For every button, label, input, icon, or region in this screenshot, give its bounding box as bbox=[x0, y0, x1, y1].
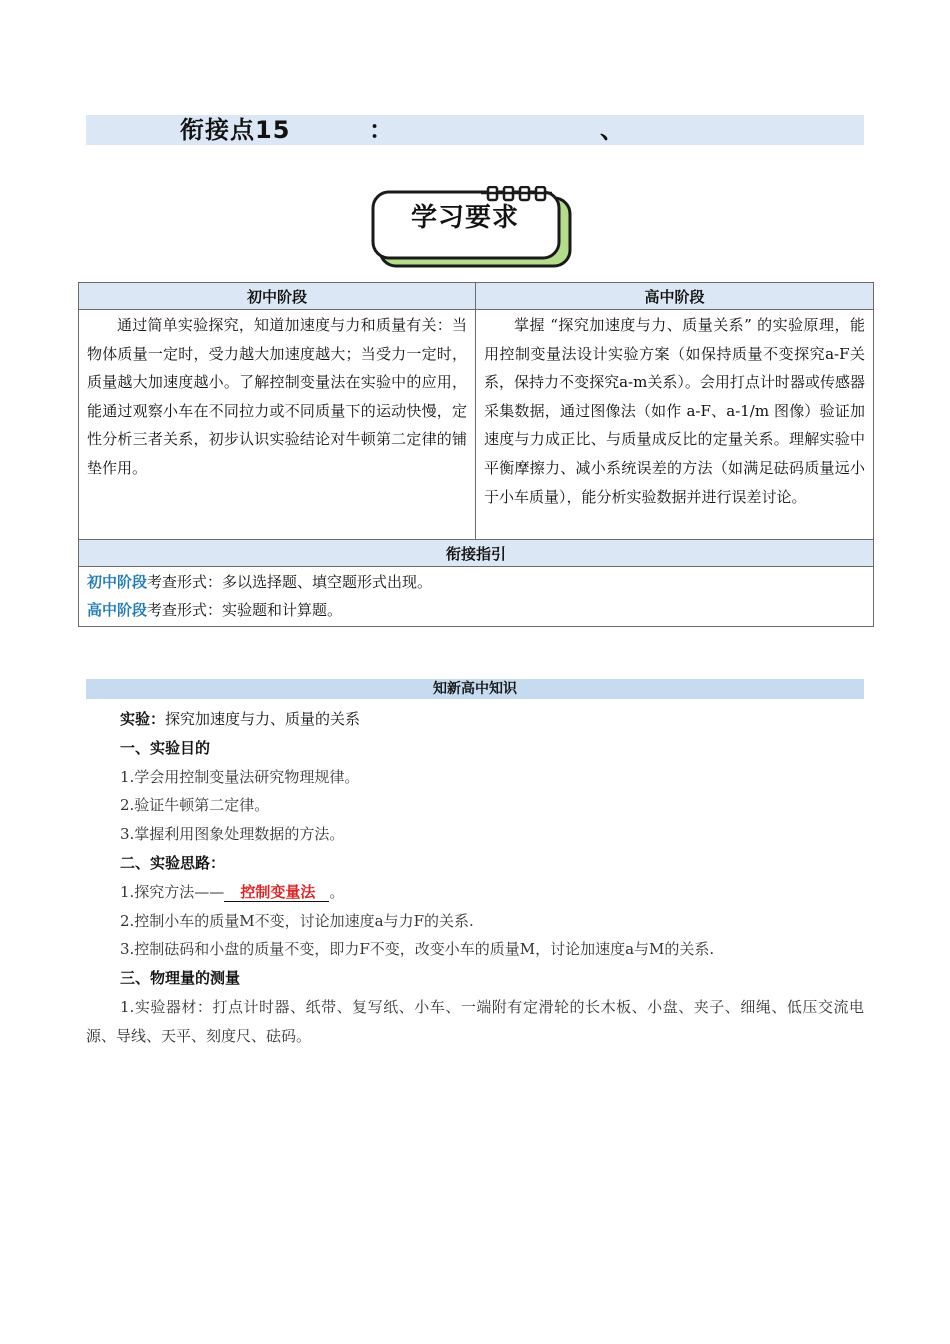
knowledge-body bbox=[86, 705, 864, 1051]
guide-header: 衔接指引 bbox=[79, 540, 874, 567]
purpose-item: 1.学会用控制变量法研究物理规律。 bbox=[120, 767, 360, 786]
badge-label: 学习要求 bbox=[410, 203, 519, 233]
guide-content bbox=[79, 567, 874, 627]
idea-item: 2.控制小车的质量M不变，讨论加速度a与力F的关系. bbox=[120, 911, 474, 930]
title-colon: ： bbox=[369, 116, 393, 144]
purpose-heading: 一、实验目的 bbox=[120, 738, 211, 757]
junior-requirements: 通过简单实验探究，知道加速度与力和质量有关：当物体质量一定时，受力越大加速度越大；当受力一定时，质量越大加速度越小。了解控制变量法在实验中的应用，能通过观察小车在不同拉力或不同质量下的运动快慢，定性分析三者关系，初步认识实验结论对牛顿第二定律的铺垫作用。 bbox=[79, 310, 476, 540]
study-requirements-badge bbox=[370, 186, 575, 270]
fill-in-answer: 控制变量法 bbox=[224, 883, 329, 902]
senior-requirements: 掌握 “探究加速度与力、质量关系” 的实验原理，能用控制变量法设计实验方案（如保持质量不变探究a-F关系，保持力不变探究a-m关系）。会用打点计时器或传感器采集数据，通过图像法（如作 a-F、a-1/m 图像）验证加速度与力成正比、与质量成反比的定量关系。理解实验中平衡摩擦力、减小系统误差的方法（如满足砝码质量远小于小车质量），能分析实验数据并进行误差讨论。 bbox=[476, 310, 874, 540]
junior-stage-header: 初中阶段 bbox=[79, 283, 476, 310]
measure-item: 1.实验器材：打点计时器、纸带、复写纸、小车、一端附有定滑轮的长木板、小盘、夹子、细绳、低压交流电源、导线、天平、刻度尺、砝码。 bbox=[86, 997, 864, 1045]
idea-item: 3.控制砝码和小盘的质量不变，即力F不变，改变小车的质量M，讨论加速度a与M的关系. bbox=[120, 940, 715, 959]
idea-heading: 二、实验思路： bbox=[120, 853, 226, 872]
guide-line-junior: 初中阶段考查形式：多以选择题、填空题形式出现。 bbox=[87, 573, 433, 591]
page-title: 衔接点15 bbox=[180, 116, 291, 144]
requirements-table bbox=[78, 282, 874, 627]
idea-item: 1.探究方法—— 控制变量法 。 bbox=[120, 882, 345, 901]
senior-stage-header: 高中阶段 bbox=[476, 283, 874, 310]
measure-heading: 三、物理量的测量 bbox=[120, 969, 241, 988]
purpose-item: 2.验证牛顿第二定律。 bbox=[120, 796, 270, 815]
section-title: 知新高中知识 bbox=[86, 679, 864, 699]
experiment-line: 实验：探究加速度与力、质量的关系 bbox=[120, 710, 361, 728]
purpose-item: 3.掌握利用图象处理数据的方法。 bbox=[120, 825, 345, 844]
title-comma: 、 bbox=[600, 116, 624, 144]
guide-line-senior: 高中阶段考查形式：实验题和计算题。 bbox=[87, 601, 343, 619]
